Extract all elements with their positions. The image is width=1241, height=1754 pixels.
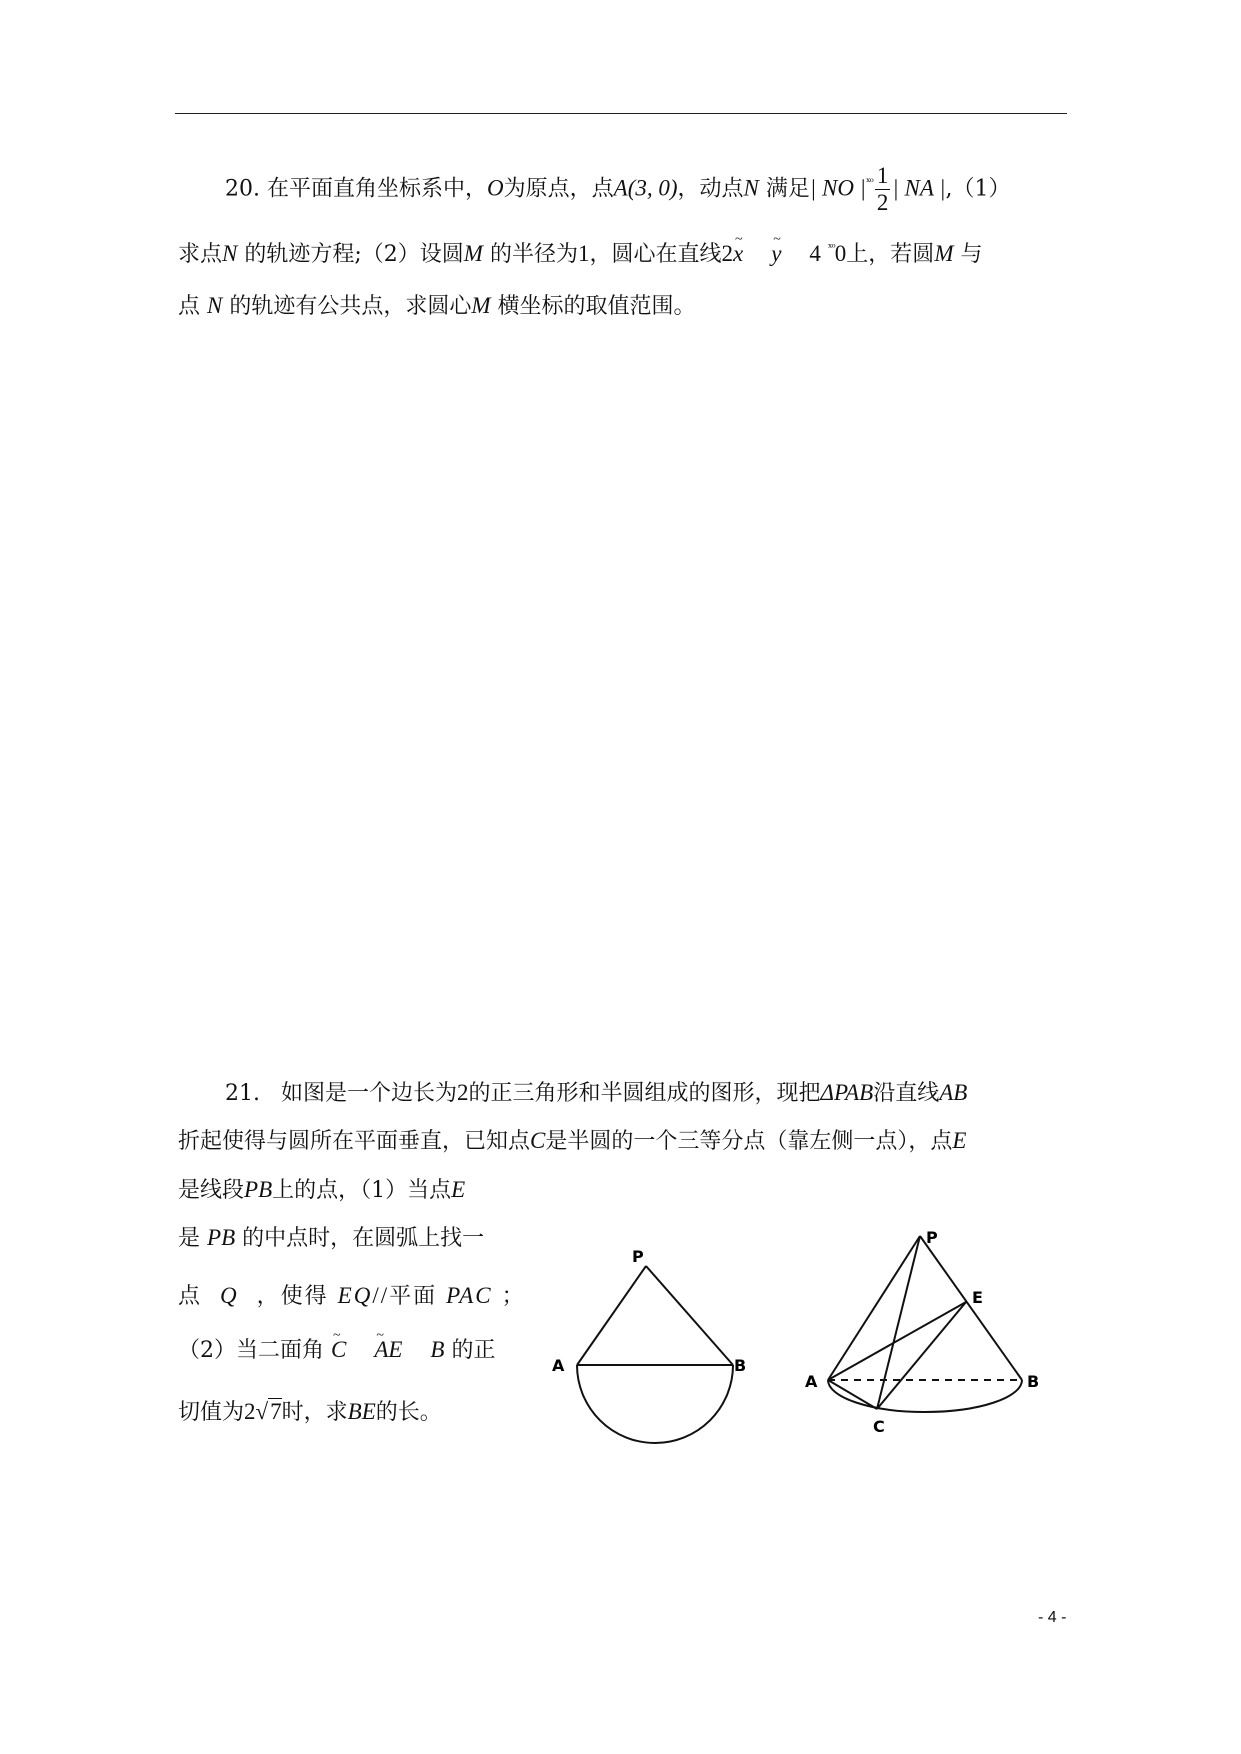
math-EQ: EQ <box>337 1283 373 1308</box>
math-PAC: PAC <box>446 1283 493 1308</box>
q21-line-5 <box>178 1281 526 1312</box>
q21-line-6 <box>178 1335 496 1366</box>
semicircle-arc <box>577 1365 733 1443</box>
math-N: N <box>222 241 238 266</box>
label-C: C <box>873 1417 885 1436</box>
sqrt-radicand: 7 <box>270 1399 282 1424</box>
garbled-glyph: ˣᵒ <box>866 175 873 189</box>
label-A: A <box>805 1372 818 1391</box>
q21-line-7 <box>178 1397 442 1428</box>
label-B: B <box>734 1356 747 1375</box>
math-N: N <box>207 293 223 318</box>
q20-text: 为原点，点 <box>503 176 614 202</box>
math-2: 2 <box>244 1399 256 1424</box>
math-y: ~ y <box>771 239 781 269</box>
base-semi-ellipse <box>828 1380 1022 1412</box>
math-Q: Q <box>220 1283 239 1308</box>
q21-text: 上的点，（1）当点 <box>272 1178 452 1203</box>
math-point-A: A(3, 0) <box>613 175 678 201</box>
fraction-numerator: 1 <box>876 163 889 188</box>
segment-PA <box>577 1266 646 1365</box>
q20-text: 的轨迹有公共点，求圆心 <box>229 294 472 319</box>
q21-line-3 <box>178 1175 465 1206</box>
q20-text: 与 <box>960 242 983 267</box>
header-rule <box>175 113 1067 114</box>
garbled-glyph: ˣᵒ <box>827 241 835 254</box>
math-C: C <box>530 1128 546 1153</box>
segment-AC <box>828 1380 877 1409</box>
math-M: M <box>463 241 483 266</box>
q21-text: 是 <box>178 1226 201 1251</box>
q21-line-4 <box>178 1223 484 1254</box>
q21-text: 是线段 <box>178 1178 245 1203</box>
q21-text: 的正三角形和半圆组成的图形，现把 <box>468 1081 821 1106</box>
q21-text: 沿直线 <box>873 1081 940 1106</box>
segment-PA <box>828 1236 920 1380</box>
q21-text: 的正 <box>451 1338 496 1363</box>
math-O: O <box>487 175 504 201</box>
q21-text: （2）当二面角 <box>178 1338 324 1363</box>
label-P: P <box>632 1247 644 1266</box>
math-AB: AB <box>939 1080 968 1105</box>
math-BE: BE <box>347 1399 376 1424</box>
q21-text: 平面 <box>389 1284 438 1309</box>
q21-text: 的长。 <box>375 1400 442 1425</box>
math-2: 2 <box>457 1080 469 1105</box>
q21-text: ，使得 <box>256 1284 329 1309</box>
q21-number: 21. <box>225 1081 260 1106</box>
math-AE: ~ AE <box>374 1335 402 1365</box>
q20-line-1 <box>225 163 1011 216</box>
q21-line-1 <box>225 1078 967 1109</box>
q20-text: 上，若圆 <box>846 242 935 267</box>
q20-text: ,（1） <box>945 176 1011 202</box>
math-E: E <box>451 1177 466 1202</box>
math-M: M <box>471 293 491 318</box>
math-PB: PB <box>244 1177 273 1202</box>
q20-number: 20. <box>225 176 260 202</box>
q21-line-2 <box>178 1126 966 1157</box>
q21-text: 如图是一个边长为 <box>280 1081 457 1106</box>
q21-text: 时，求 <box>281 1400 348 1425</box>
math-PB: PB <box>207 1225 236 1250</box>
q20-text: 在平面直角坐标系中， <box>267 176 488 202</box>
q21-text: 切值为 <box>178 1400 245 1425</box>
q21-text: 的中点时，在圆弧上找一 <box>242 1226 485 1251</box>
math-NA: | NA | <box>892 175 946 201</box>
fraction-one-half <box>875 163 891 216</box>
math-x: ~ x <box>733 239 743 269</box>
segment-PB <box>920 1236 1022 1380</box>
page-number: - 4 - <box>1038 1609 1067 1626</box>
math-NO: | NO | <box>809 175 867 201</box>
q20-text: 的轨迹方程;（2）设圆 <box>244 242 464 267</box>
q20-text: 的半径为 <box>489 242 578 267</box>
math-one: 1 <box>577 241 590 266</box>
label-A: A <box>552 1356 565 1375</box>
segment-AE <box>828 1302 966 1380</box>
sqrt-7: √7 <box>255 1399 282 1424</box>
math-N: N <box>743 175 759 201</box>
figure-triangle-semicircle <box>540 1240 770 1460</box>
q21-text: 是半圆的一个三等分点（靠左侧一点），点 <box>545 1129 953 1154</box>
math-B: B <box>430 1337 445 1362</box>
label-P: P <box>926 1228 938 1247</box>
math-coef-2: 2 <box>721 241 733 266</box>
math-C: ~ C <box>331 1335 346 1365</box>
math-triangle-PAB: ΔPAB <box>820 1080 874 1105</box>
math-0: 0 <box>834 241 847 266</box>
math-E: E <box>952 1128 967 1153</box>
math-M: M <box>934 241 954 266</box>
math-parallel: // <box>372 1283 390 1308</box>
q20-text: 横坐标的取值范围。 <box>497 294 696 319</box>
q20-text: 求点 <box>178 242 223 267</box>
q21-text: ； <box>501 1284 526 1309</box>
q20-text: 点 <box>178 294 201 319</box>
q21-text: 点 <box>178 1284 203 1309</box>
figure-folded <box>800 1220 1050 1450</box>
math-4: 4 <box>809 241 821 266</box>
q21-text: 折起使得与圆所在平面垂直，已知点 <box>178 1129 531 1154</box>
segment-PB <box>646 1266 733 1365</box>
q20-text: ，动点 <box>677 176 744 202</box>
label-B: B <box>1027 1372 1040 1391</box>
q20-text: ，圆心在直线 <box>589 242 722 267</box>
q20-line-2 <box>178 233 983 270</box>
label-E: E <box>972 1288 983 1307</box>
q20-line-3 <box>178 291 696 322</box>
fraction-denominator: 2 <box>876 190 889 215</box>
q20-text: 满足 <box>765 176 810 202</box>
